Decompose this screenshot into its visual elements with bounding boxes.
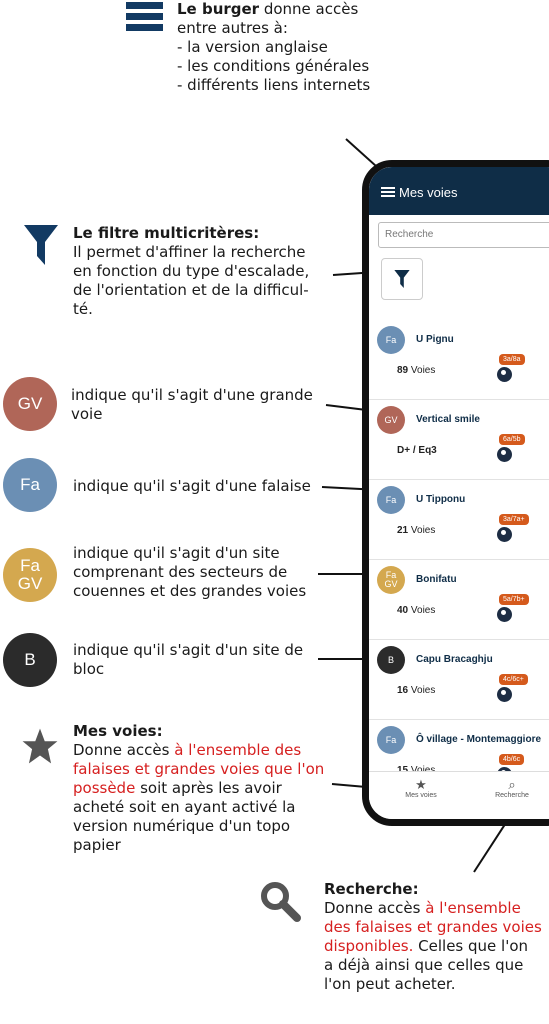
item-routes: 89 Voies [397,365,436,376]
list-item[interactable] [369,640,549,720]
grade-badge: 4b/6c [499,754,524,765]
list-item[interactable] [369,480,549,560]
tab-mes-voies[interactable] [386,778,456,799]
bloc-badge: B [3,633,57,687]
item-routes: 40 Voies [397,605,436,616]
fa-badge: Fa [3,458,57,512]
star-icon: ★ [415,777,427,792]
item-routes: 16 Voies [397,685,436,696]
burger-menu-icon [126,2,163,37]
fagv-badge: Fa GV [3,548,57,602]
grade-badge: 6a/5b [499,434,525,445]
phone-mockup [362,160,549,826]
search-icon [259,880,303,924]
item-name: Vertical smile [416,414,480,425]
climber-icon [497,527,512,542]
burger-note: Le burger donne accès entre autres à: - la version anglaise - les conditions générales - différents liens internets [177,0,371,94]
star-icon [21,727,59,765]
grade-badge: 5a/7b+ [499,594,529,605]
avatar: GV [377,406,405,434]
item-routes: 21 Voies [397,525,436,536]
tab-label: Mes voies [405,792,437,799]
item-name: U Tipponu [416,494,466,505]
grade-badge: 3a/8a [499,354,525,365]
climber-icon [497,367,512,382]
bloc-note: indique qu'il s'agit d'un site de bloc [73,641,304,678]
hamburger-menu-icon[interactable] [381,185,395,199]
gv-note: indique qu'il s'agit d'une grande voie [71,386,313,423]
app-title: Mes voies [399,184,458,200]
mesvoies-note: Mes voies: Donne accès à l'ensemble des falaises et grandes voies que l'on possède soit après les avoir acheté soit en ayant activé la version numérique d'un topo papier [73,722,325,854]
avatar: Fa GV [377,566,405,594]
tab-recherche[interactable] [477,778,547,799]
climber-icon [497,447,512,462]
avatar: Fa [377,726,405,754]
fa-note: indique qu'il s'agit d'une falaise [73,477,311,495]
filter-note: Le filtre multicritères: Il permet d'affiner la recherche en fonction du type d'escalade, de l'orientation et de la difficul- té. [73,224,310,318]
list-item[interactable] [369,320,549,400]
item-name: U Pignu [416,334,454,345]
avatar: Fa [377,486,405,514]
climber-icon [497,607,512,622]
tab-label: Recherche [495,792,529,799]
list-item[interactable] [369,560,549,640]
item-name: Bonifatu [416,574,457,585]
filter-button[interactable] [381,258,423,300]
search-input[interactable]: Recherche [378,222,549,248]
gv-badge: GV [3,377,57,431]
item-name: Ô village - Montemaggiore [416,734,542,745]
grade-badge: 4c/6c+ [499,674,528,685]
recherche-note: Recherche: Donne accès à l'ensemble des falaises et grandes voies disponibles. Celles que l'on a déjà ainsi que celles que l'on peut acheter. [324,880,542,993]
filter-icon [24,225,58,265]
avatar: Fa [377,326,405,354]
grade-badge: 3a/7a+ [499,514,529,525]
item-routes: D+ / Eq3 [397,445,437,456]
item-name: Capu Bracaghju [416,654,493,665]
list-item[interactable] [369,400,549,480]
funnel-icon [394,270,410,288]
climber-icon [497,687,512,702]
app-bar [369,167,549,215]
avatar: B [377,646,405,674]
bottom-nav [369,771,549,819]
search-icon: ⌕ [508,777,516,792]
fagv-note: indique qu'il s'agit d'un site comprenant des secteurs de couennes et des grandes voies [73,544,307,600]
